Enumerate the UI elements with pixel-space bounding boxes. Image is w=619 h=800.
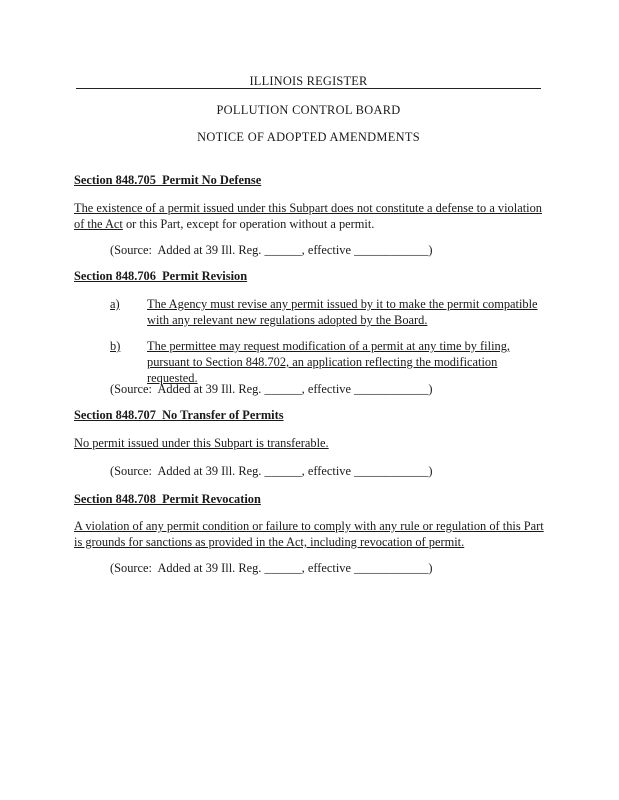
section-body-848-708 — [74, 518, 544, 550]
section-body-underlined: The existence of a permit issued under this Subpart does not constitute a defense to a violation of the Act — [74, 201, 542, 231]
section-body-underlined: A violation of any permit condition or failure to comply with any rule or regulation of this Part is grounds for sanctions as provided in the Act, including revocation of permit. — [74, 519, 544, 549]
register-title: ILLINOIS REGISTER — [249, 74, 368, 88]
board-name: POLLUTION CONTROL BOARD — [216, 103, 401, 117]
list-item-a: The Agency must revise any permit issued by it to make the permit compatible with any relevant new regulations adopted by the Board. — [147, 297, 538, 327]
section-heading-848-707: Section 848.707 No Transfer of Permits — [74, 408, 284, 422]
section-body-underlined: No permit issued under this Subpart is transferable. — [74, 436, 329, 450]
section-body-848-707 — [74, 435, 544, 451]
list-item-b: The permittee may request modification of a permit at any time by filing, pursuant to Section 848.702, an application reflecting the modification requested. — [147, 339, 511, 385]
source-note-848-706: (Source: Added at 39 Ill. Reg. ______, effective ____________) — [110, 382, 433, 396]
header-rule — [76, 88, 541, 89]
source-note-848-708: (Source: Added at 39 Ill. Reg. ______, effective ____________) — [110, 561, 433, 575]
section-body-848-705 — [74, 200, 544, 232]
source-note-848-705: (Source: Added at 39 Ill. Reg. ______, effective ____________) — [110, 243, 433, 257]
notice-title: NOTICE OF ADOPTED AMENDMENTS — [197, 130, 420, 144]
list-marker-b: b) — [110, 339, 121, 353]
section-body-plain: or this Part, except for operation without a permit. — [122, 217, 375, 231]
section-heading-848-708: Section 848.708 Permit Revocation — [74, 492, 261, 506]
section-heading-848-706: Section 848.706 Permit Revision — [74, 269, 248, 283]
list-marker-a: a) — [110, 297, 120, 311]
source-note-848-707: (Source: Added at 39 Ill. Reg. ______, effective ____________) — [110, 464, 433, 478]
section-heading-848-705: Section 848.705 Permit No Defense — [74, 173, 262, 187]
